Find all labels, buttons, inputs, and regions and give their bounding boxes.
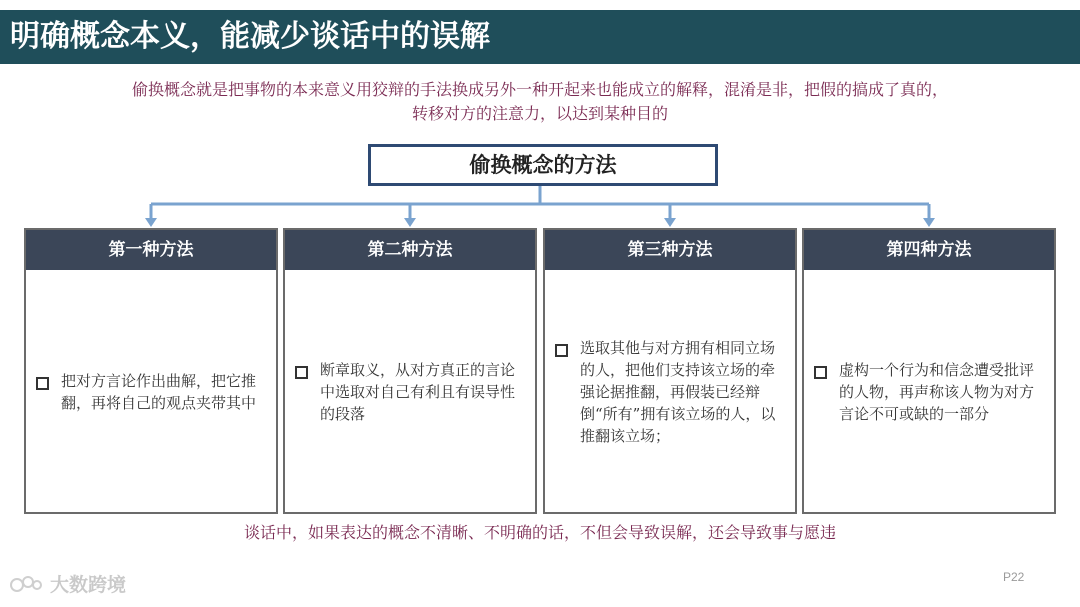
method-title-1: 第一种方法 (26, 230, 276, 270)
method-item-1 (26, 370, 276, 414)
method-title-2: 第二种方法 (285, 230, 535, 270)
method-column-4 (802, 228, 1056, 514)
method-text-3: 选取其他与对方拥有相同立场的人，把他们支持该立场的牵强论据推翻，再假装已经辩倒“所有”拥有该立场的人，以推翻该立场； (580, 339, 776, 445)
method-column-2 (283, 228, 537, 514)
method-title-3: 第三种方法 (545, 230, 795, 270)
method-text-2: 断章取义，从对方真正的言论中选取对自己有利且有误导性的段落 (320, 361, 516, 423)
method-text-4: 虚构一个行为和信念遭受批评的人物，再声称该人物为对方言论不可或缺的一部分 (839, 361, 1035, 423)
square-bullet-icon (295, 366, 308, 379)
intro-line-2: 转移对方的注意力，以达到某种目的 (411, 104, 668, 123)
method-column-1 (24, 228, 278, 514)
arrow-head-4 (923, 218, 935, 227)
intro-line-1: 偷换概念就是把事物的本来意义用狡辩的手法换成另外一种开起来也能成立的解释，混淆是非，把假的搞成了真的， (131, 80, 948, 99)
arrow-head-3 (664, 218, 676, 227)
footer-note: 谈话中，如果表达的概念不清晰、不明确的话，不但会导致误解，还会导致事与愿违 (243, 523, 836, 542)
method-title-4: 第四种方法 (804, 230, 1054, 270)
page-number: P22 (1003, 570, 1025, 584)
methods-heading-box: 偷换概念的方法 (368, 144, 718, 186)
slide-title: 明确概念本义，能减少谈话中的误解 (10, 19, 490, 54)
watermark (8, 570, 126, 597)
method-item-4 (804, 359, 1054, 425)
arrow-head-2 (404, 218, 416, 227)
square-bullet-icon (555, 344, 568, 357)
watermark-logo-icon (8, 573, 44, 595)
square-bullet-icon (814, 366, 827, 379)
method-item-3 (545, 337, 795, 447)
method-column-3 (543, 228, 797, 514)
arrow-head-1 (145, 218, 157, 227)
square-bullet-icon (36, 377, 49, 390)
watermark-text: 大数跨境 (50, 574, 127, 596)
method-text-1: 把对方言论作出曲解，把它推翻，再将自己的观点夹带其中 (61, 372, 257, 412)
method-item-2 (285, 359, 535, 425)
